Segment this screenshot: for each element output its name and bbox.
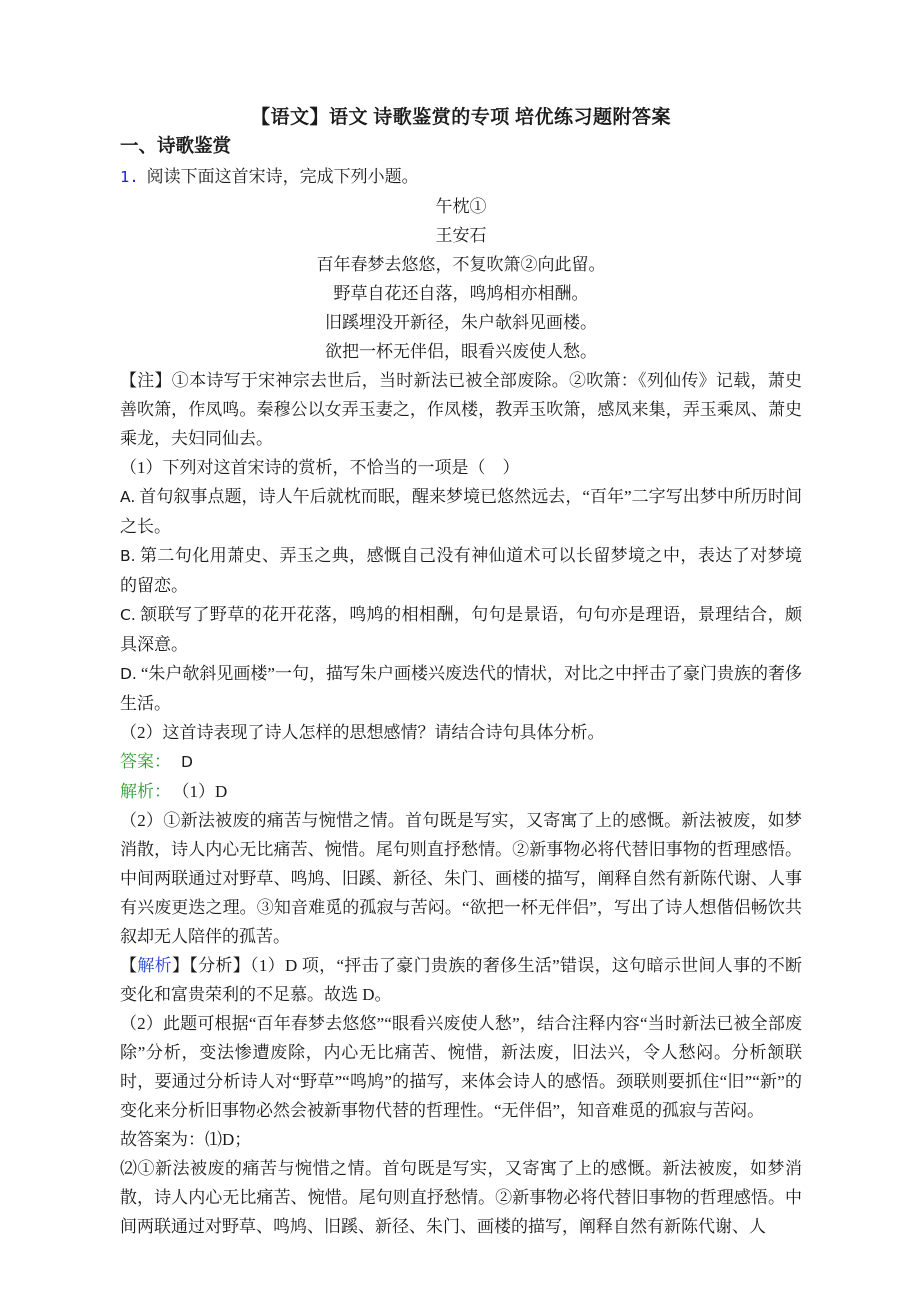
poem — [120, 192, 802, 366]
answer-value: D — [181, 753, 193, 771]
answer-line — [120, 747, 802, 777]
option-d — [120, 659, 802, 718]
question-number: 1. — [120, 168, 139, 186]
analysis-label: 解析： — [120, 782, 171, 801]
explanation-bracket-open: 【 — [120, 956, 138, 975]
option-c-label: C. — [120, 606, 136, 624]
section-heading: 一、诗歌鉴赏 — [120, 137, 232, 157]
option-b — [120, 541, 802, 600]
explanation-word: 解析 — [137, 956, 172, 975]
option-d-text: “朱户欹斜见画楼”一句，描写朱户画楼兴废迭代的情状，对比之中抨击了豪门贵族的奢侈生活。 — [120, 664, 802, 713]
explanation-rest: 【分析】（1）D 项，“抨击了豪门贵族的奢侈生活”错误，这句暗示世间人事的不断变化和富贵荣利的不足慕。故选 D。 — [120, 956, 803, 1004]
option-b-text: 第二句化用萧史、弄玉之典，感慨自己没有神仙道术可以长留梦境之中，表达了对梦境的留恋。 — [120, 546, 802, 595]
poem-author: 王安石 — [435, 226, 487, 245]
poem-note: 【注】①本诗写于宋神宗去世后，当时新法已被全部废除。②吹箫：《列仙传》记载，萧史善吹箫，作凤鸣。秦穆公以女弄玉妻之，作凤楼，教弄玉吹箫，感凤来集，弄玉乘凤、萧史乘龙，夫妇同仙去。 — [120, 371, 802, 448]
poem-verse-4: 欲把一杯无伴侣，眼看兴废使人愁。 — [325, 342, 597, 361]
option-b-label: B. — [120, 547, 136, 565]
option-a — [120, 482, 802, 541]
explanation-conclusion: 故答案为：⑴D； — [120, 1130, 252, 1149]
sub-question-2: （2）这首诗表现了诗人怎样的思想感情？请结合诗句具体分析。 — [120, 723, 605, 742]
analysis-first-line: （1）D — [181, 782, 228, 801]
analysis-paragraph: （2）①新法被废的痛苦与惋惜之情。首句既是写实，又寄寓了上的感慨。新法被废，如梦消散，诗人内心无比痛苦、惋惜。尾句则直抒愁情。②新事物必将代替旧事物的哲理感悟。中间两联通过对野草、鸣鸠、旧蹊、新径、朱门、画楼的描写，阐释自然有新陈代谢、人事有兴废更迭之理。③知音难觅的孤寂与苦闷。“欲把一杯无伴侣”，写出了诗人想偕侣畅饮共叙却无人陪伴的孤苦。 — [120, 811, 802, 946]
document-content — [120, 103, 802, 1241]
poem-title: 午枕① — [435, 197, 487, 216]
explanation-bracket-close: 】 — [171, 956, 190, 975]
answer-label: 答案： — [120, 752, 171, 771]
analysis-line — [120, 777, 802, 806]
option-c — [120, 600, 802, 659]
option-a-label: A. — [120, 488, 136, 506]
question-intro-text: 阅读下面这首宋诗，完成下列小题。 — [146, 167, 419, 186]
option-a-text: 首句叙事点题，诗人午后就枕而眠，醒来梦境已悠然远去，“百年”二字写出梦中所历时间之长。 — [120, 487, 802, 536]
poem-verse-1: 百年春梦去悠悠，不复吹箫②向此留。 — [316, 255, 606, 274]
poem-verse-3: 旧蹊埋没开新径，朱户欹斜见画楼。 — [325, 313, 597, 332]
option-d-label: D. — [120, 665, 137, 683]
explanation-final: ⑵①新法被废的痛苦与惋惜之情。首句既是写实，又寄寓了上的感慨。新法被废，如梦消散，诗人内心无比痛苦、惋惜。尾句则直抒愁情。②新事物必将代替旧事物的哲理感悟。中间两联通过对野草、鸣鸠、旧蹊、新径、朱门、画楼的描写，阐释自然有新陈代谢、人 — [120, 1159, 802, 1236]
option-c-text: 颔联写了野草的花开花落，鸣鸠的相相酬，句句是景语，句句亦是理语，景理结合，颇具深意。 — [120, 605, 802, 654]
sub-question-1: （1）下列对这首宋诗的赏析，不恰当的一项是（ ） — [120, 458, 520, 477]
explanation-paragraph-2: （2）此题可根据“百年春梦去悠悠”“眼看兴废使人愁”，结合注释内容“当时新法已被全部废除”分析，变法惨遭废除，内心无比痛苦、惋惜，新法废，旧法兴，令人愁闷。分析颔联时，要通过分析诗人对“野草”“鸣鸠”的描写，来体会诗人的感悟。颈联则要抓住“旧”“新”的变化来分析旧事物必然会被新事物代替的哲理性。“无伴侣”，知音难觅的孤寂与苦闷。 — [120, 1014, 802, 1120]
document-title: 【语文】语文 诗歌鉴赏的专项 培优练习题附答案 — [250, 107, 671, 128]
question-intro — [120, 162, 802, 192]
poem-verse-2: 野草自花还自落，鸣鸠相亦相酬。 — [333, 284, 589, 303]
explanation-paragraph — [120, 951, 802, 1009]
